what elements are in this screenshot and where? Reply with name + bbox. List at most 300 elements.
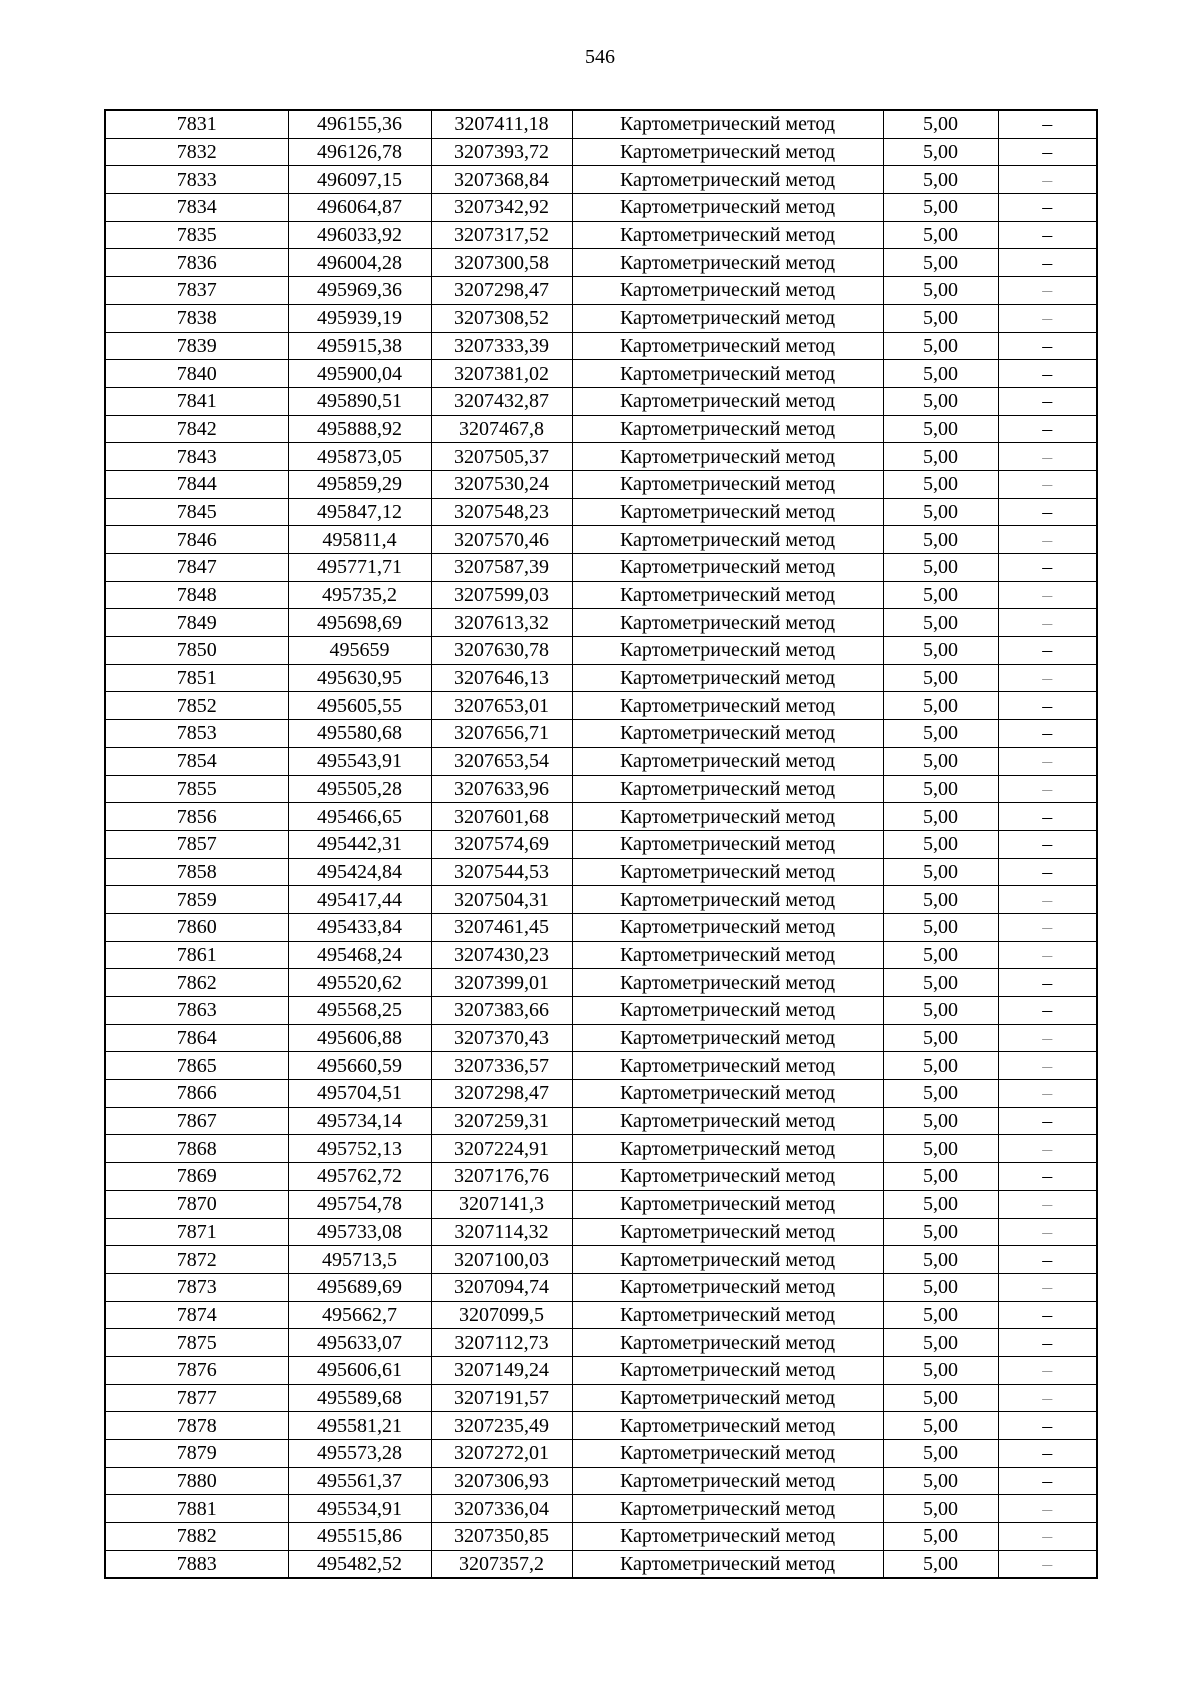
description-cell: –: [998, 166, 1097, 194]
method-cell: Картометрический метод: [572, 1273, 883, 1301]
y-coordinate-cell: 3207370,43: [431, 1024, 572, 1052]
x-coordinate-cell: 495888,92: [288, 415, 431, 443]
accuracy-cell: 5,00: [883, 1412, 998, 1440]
description-cell: –: [998, 138, 1097, 166]
method-cell: Картометрический метод: [572, 415, 883, 443]
y-coordinate-cell: 3207342,92: [431, 194, 572, 222]
method-cell: Картометрический метод: [572, 941, 883, 969]
description-cell: –: [998, 1550, 1097, 1578]
description-cell: –: [998, 913, 1097, 941]
description-cell: –: [998, 498, 1097, 526]
x-coordinate-cell: 495573,28: [288, 1440, 431, 1468]
method-cell: Картометрический метод: [572, 609, 883, 637]
x-coordinate-cell: 495659: [288, 637, 431, 665]
x-coordinate-cell: 495561,37: [288, 1467, 431, 1495]
x-coordinate-cell: 495689,69: [288, 1273, 431, 1301]
accuracy-cell: 5,00: [883, 1246, 998, 1274]
description-cell: –: [998, 1495, 1097, 1523]
description-cell: –: [998, 554, 1097, 582]
x-coordinate-cell: 495859,29: [288, 470, 431, 498]
accuracy-cell: 5,00: [883, 1301, 998, 1329]
point-number-cell: 7855: [105, 775, 288, 803]
point-number-cell: 7850: [105, 637, 288, 665]
y-coordinate-cell: 3207646,13: [431, 664, 572, 692]
point-number-cell: 7870: [105, 1190, 288, 1218]
description-cell: –: [998, 637, 1097, 665]
accuracy-cell: 5,00: [883, 830, 998, 858]
y-coordinate-cell: 3207191,57: [431, 1384, 572, 1412]
accuracy-cell: 5,00: [883, 526, 998, 554]
table-row: [105, 138, 1097, 166]
accuracy-cell: 5,00: [883, 249, 998, 277]
x-coordinate-cell: 495520,62: [288, 969, 431, 997]
method-cell: Картометрический метод: [572, 1523, 883, 1551]
description-cell: –: [998, 886, 1097, 914]
accuracy-cell: 5,00: [883, 692, 998, 720]
method-cell: Картометрический метод: [572, 1356, 883, 1384]
table-row: [105, 1467, 1097, 1495]
point-number-cell: 7853: [105, 720, 288, 748]
method-cell: Картометрический метод: [572, 1467, 883, 1495]
accuracy-cell: 5,00: [883, 221, 998, 249]
x-coordinate-cell: 495847,12: [288, 498, 431, 526]
accuracy-cell: 5,00: [883, 1218, 998, 1246]
table-row: [105, 1218, 1097, 1246]
x-coordinate-cell: 495698,69: [288, 609, 431, 637]
point-number-cell: 7839: [105, 332, 288, 360]
point-number-cell: 7840: [105, 360, 288, 388]
y-coordinate-cell: 3207350,85: [431, 1523, 572, 1551]
method-cell: Картометрический метод: [572, 1107, 883, 1135]
method-cell: Картометрический метод: [572, 1190, 883, 1218]
method-cell: Картометрический метод: [572, 554, 883, 582]
point-number-cell: 7869: [105, 1163, 288, 1191]
description-cell: –: [998, 720, 1097, 748]
table-row: [105, 803, 1097, 831]
table-row: [105, 526, 1097, 554]
y-coordinate-cell: 3207298,47: [431, 1080, 572, 1108]
method-cell: Картометрический метод: [572, 1301, 883, 1329]
table-row: [105, 1301, 1097, 1329]
accuracy-cell: 5,00: [883, 609, 998, 637]
point-number-cell: 7845: [105, 498, 288, 526]
accuracy-cell: 5,00: [883, 1384, 998, 1412]
description-cell: –: [998, 1273, 1097, 1301]
y-coordinate-cell: 3207461,45: [431, 913, 572, 941]
y-coordinate-cell: 3207368,84: [431, 166, 572, 194]
table-row: [105, 249, 1097, 277]
table-row: [105, 1495, 1097, 1523]
y-coordinate-cell: 3207633,96: [431, 775, 572, 803]
accuracy-cell: 5,00: [883, 332, 998, 360]
method-cell: Картометрический метод: [572, 498, 883, 526]
y-coordinate-cell: 3207333,39: [431, 332, 572, 360]
accuracy-cell: 5,00: [883, 1467, 998, 1495]
method-cell: Картометрический метод: [572, 747, 883, 775]
accuracy-cell: 5,00: [883, 1329, 998, 1357]
description-cell: –: [998, 360, 1097, 388]
description-cell: –: [998, 1384, 1097, 1412]
table-row: [105, 1190, 1097, 1218]
description-cell: –: [998, 1080, 1097, 1108]
table-row: [105, 360, 1097, 388]
table-row: [105, 1024, 1097, 1052]
table-row: [105, 747, 1097, 775]
description-cell: –: [998, 277, 1097, 305]
x-coordinate-cell: 495939,19: [288, 304, 431, 332]
point-number-cell: 7875: [105, 1329, 288, 1357]
method-cell: Картометрический метод: [572, 1024, 883, 1052]
method-cell: Картометрический метод: [572, 858, 883, 886]
y-coordinate-cell: 3207272,01: [431, 1440, 572, 1468]
method-cell: Картометрический метод: [572, 803, 883, 831]
method-cell: Картометрический метод: [572, 1080, 883, 1108]
x-coordinate-cell: 495969,36: [288, 277, 431, 305]
point-number-cell: 7864: [105, 1024, 288, 1052]
point-number-cell: 7874: [105, 1301, 288, 1329]
method-cell: Картометрический метод: [572, 443, 883, 471]
y-coordinate-cell: 3207100,03: [431, 1246, 572, 1274]
accuracy-cell: 5,00: [883, 1273, 998, 1301]
table-row: [105, 277, 1097, 305]
table-row: [105, 858, 1097, 886]
method-cell: Картометрический метод: [572, 720, 883, 748]
y-coordinate-cell: 3207530,24: [431, 470, 572, 498]
y-coordinate-cell: 3207601,68: [431, 803, 572, 831]
point-number-cell: 7846: [105, 526, 288, 554]
y-coordinate-cell: 3207112,73: [431, 1329, 572, 1357]
x-coordinate-cell: 495771,71: [288, 554, 431, 582]
y-coordinate-cell: 3207300,58: [431, 249, 572, 277]
x-coordinate-cell: 496126,78: [288, 138, 431, 166]
y-coordinate-cell: 3207399,01: [431, 969, 572, 997]
accuracy-cell: 5,00: [883, 470, 998, 498]
x-coordinate-cell: 495433,84: [288, 913, 431, 941]
point-number-cell: 7858: [105, 858, 288, 886]
point-number-cell: 7863: [105, 997, 288, 1025]
x-coordinate-cell: 495581,21: [288, 1412, 431, 1440]
description-cell: –: [998, 1246, 1097, 1274]
y-coordinate-cell: 3207235,49: [431, 1412, 572, 1440]
table-row: [105, 637, 1097, 665]
x-coordinate-cell: 495915,38: [288, 332, 431, 360]
y-coordinate-cell: 3207548,23: [431, 498, 572, 526]
x-coordinate-cell: 495900,04: [288, 360, 431, 388]
table-row: [105, 554, 1097, 582]
accuracy-cell: 5,00: [883, 1052, 998, 1080]
x-coordinate-cell: 495515,86: [288, 1523, 431, 1551]
point-number-cell: 7883: [105, 1550, 288, 1578]
x-coordinate-cell: 495589,68: [288, 1384, 431, 1412]
y-coordinate-cell: 3207357,2: [431, 1550, 572, 1578]
page-number: 546: [585, 46, 615, 68]
x-coordinate-cell: 496064,87: [288, 194, 431, 222]
y-coordinate-cell: 3207114,32: [431, 1218, 572, 1246]
method-cell: Картометрический метод: [572, 830, 883, 858]
table-row: [105, 221, 1097, 249]
accuracy-cell: 5,00: [883, 1356, 998, 1384]
table-row: [105, 969, 1097, 997]
x-coordinate-cell: 495466,65: [288, 803, 431, 831]
y-coordinate-cell: 3207298,47: [431, 277, 572, 305]
method-cell: Картометрический метод: [572, 360, 883, 388]
accuracy-cell: 5,00: [883, 1190, 998, 1218]
y-coordinate-cell: 3207393,72: [431, 138, 572, 166]
method-cell: Картометрический метод: [572, 194, 883, 222]
point-number-cell: 7857: [105, 830, 288, 858]
x-coordinate-cell: 495762,72: [288, 1163, 431, 1191]
accuracy-cell: 5,00: [883, 443, 998, 471]
y-coordinate-cell: 3207505,37: [431, 443, 572, 471]
description-cell: –: [998, 526, 1097, 554]
method-cell: Картометрический метод: [572, 1384, 883, 1412]
y-coordinate-cell: 3207613,32: [431, 609, 572, 637]
x-coordinate-cell: 495580,68: [288, 720, 431, 748]
table-row: [105, 581, 1097, 609]
point-number-cell: 7881: [105, 1495, 288, 1523]
x-coordinate-cell: 495606,61: [288, 1356, 431, 1384]
point-number-cell: 7842: [105, 415, 288, 443]
accuracy-cell: 5,00: [883, 277, 998, 305]
table-row: [105, 387, 1097, 415]
table-row: [105, 1052, 1097, 1080]
method-cell: Картометрический метод: [572, 1329, 883, 1357]
table-row: [105, 720, 1097, 748]
accuracy-cell: 5,00: [883, 1440, 998, 1468]
description-cell: –: [998, 1467, 1097, 1495]
method-cell: Картометрический метод: [572, 969, 883, 997]
x-coordinate-cell: 495417,44: [288, 886, 431, 914]
table-row: [105, 609, 1097, 637]
accuracy-cell: 5,00: [883, 664, 998, 692]
accuracy-cell: 5,00: [883, 1523, 998, 1551]
description-cell: –: [998, 941, 1097, 969]
description-cell: –: [998, 1356, 1097, 1384]
description-cell: –: [998, 997, 1097, 1025]
y-coordinate-cell: 3207587,39: [431, 554, 572, 582]
table-row: [105, 941, 1097, 969]
y-coordinate-cell: 3207336,04: [431, 1495, 572, 1523]
method-cell: Картометрический метод: [572, 1246, 883, 1274]
y-coordinate-cell: 3207653,54: [431, 747, 572, 775]
point-number-cell: 7856: [105, 803, 288, 831]
y-coordinate-cell: 3207411,18: [431, 110, 572, 138]
accuracy-cell: 5,00: [883, 387, 998, 415]
accuracy-cell: 5,00: [883, 941, 998, 969]
point-number-cell: 7878: [105, 1412, 288, 1440]
y-coordinate-cell: 3207383,66: [431, 997, 572, 1025]
table-row: [105, 1135, 1097, 1163]
point-number-cell: 7841: [105, 387, 288, 415]
table-row: [105, 775, 1097, 803]
table-row: [105, 1107, 1097, 1135]
y-coordinate-cell: 3207308,52: [431, 304, 572, 332]
description-cell: –: [998, 803, 1097, 831]
accuracy-cell: 5,00: [883, 360, 998, 388]
method-cell: Картометрический метод: [572, 470, 883, 498]
y-coordinate-cell: 3207544,53: [431, 858, 572, 886]
y-coordinate-cell: 3207259,31: [431, 1107, 572, 1135]
y-coordinate-cell: 3207653,01: [431, 692, 572, 720]
table-row: [105, 304, 1097, 332]
x-coordinate-cell: 495754,78: [288, 1190, 431, 1218]
x-coordinate-cell: 496097,15: [288, 166, 431, 194]
table-row: [105, 1329, 1097, 1357]
point-number-cell: 7854: [105, 747, 288, 775]
method-cell: Картометрический метод: [572, 1412, 883, 1440]
point-number-cell: 7848: [105, 581, 288, 609]
point-number-cell: 7852: [105, 692, 288, 720]
point-number-cell: 7833: [105, 166, 288, 194]
method-cell: Картометрический метод: [572, 304, 883, 332]
y-coordinate-cell: 3207381,02: [431, 360, 572, 388]
x-coordinate-cell: 496004,28: [288, 249, 431, 277]
description-cell: –: [998, 332, 1097, 360]
method-cell: Картометрический метод: [572, 526, 883, 554]
coordinates-table: [104, 109, 1098, 1579]
point-number-cell: 7865: [105, 1052, 288, 1080]
description-cell: –: [998, 747, 1097, 775]
description-cell: –: [998, 387, 1097, 415]
point-number-cell: 7835: [105, 221, 288, 249]
x-coordinate-cell: 495704,51: [288, 1080, 431, 1108]
x-coordinate-cell: 495890,51: [288, 387, 431, 415]
y-coordinate-cell: 3207099,5: [431, 1301, 572, 1329]
description-cell: –: [998, 194, 1097, 222]
accuracy-cell: 5,00: [883, 498, 998, 526]
description-cell: –: [998, 664, 1097, 692]
x-coordinate-cell: 495482,52: [288, 1550, 431, 1578]
method-cell: Картометрический метод: [572, 1440, 883, 1468]
accuracy-cell: 5,00: [883, 1024, 998, 1052]
point-number-cell: 7867: [105, 1107, 288, 1135]
method-cell: Картометрический метод: [572, 138, 883, 166]
accuracy-cell: 5,00: [883, 637, 998, 665]
method-cell: Картометрический метод: [572, 332, 883, 360]
x-coordinate-cell: 496155,36: [288, 110, 431, 138]
table-row: [105, 1163, 1097, 1191]
method-cell: Картометрический метод: [572, 249, 883, 277]
method-cell: Картометрический метод: [572, 997, 883, 1025]
method-cell: Картометрический метод: [572, 1218, 883, 1246]
y-coordinate-cell: 3207504,31: [431, 886, 572, 914]
point-number-cell: 7871: [105, 1218, 288, 1246]
x-coordinate-cell: 495873,05: [288, 443, 431, 471]
x-coordinate-cell: 495568,25: [288, 997, 431, 1025]
y-coordinate-cell: 3207430,23: [431, 941, 572, 969]
description-cell: –: [998, 1052, 1097, 1080]
point-number-cell: 7879: [105, 1440, 288, 1468]
y-coordinate-cell: 3207336,57: [431, 1052, 572, 1080]
description-cell: –: [998, 858, 1097, 886]
point-number-cell: 7849: [105, 609, 288, 637]
table-row: [105, 886, 1097, 914]
x-coordinate-cell: 495660,59: [288, 1052, 431, 1080]
point-number-cell: 7877: [105, 1384, 288, 1412]
point-number-cell: 7859: [105, 886, 288, 914]
y-coordinate-cell: 3207432,87: [431, 387, 572, 415]
description-cell: –: [998, 470, 1097, 498]
y-coordinate-cell: 3207574,69: [431, 830, 572, 858]
description-cell: –: [998, 1163, 1097, 1191]
x-coordinate-cell: 495424,84: [288, 858, 431, 886]
x-coordinate-cell: 495633,07: [288, 1329, 431, 1357]
point-number-cell: 7868: [105, 1135, 288, 1163]
description-cell: –: [998, 443, 1097, 471]
point-number-cell: 7834: [105, 194, 288, 222]
x-coordinate-cell: 495713,5: [288, 1246, 431, 1274]
y-coordinate-cell: 3207306,93: [431, 1467, 572, 1495]
point-number-cell: 7880: [105, 1467, 288, 1495]
x-coordinate-cell: 495468,24: [288, 941, 431, 969]
x-coordinate-cell: 495605,55: [288, 692, 431, 720]
x-coordinate-cell: 495662,7: [288, 1301, 431, 1329]
accuracy-cell: 5,00: [883, 969, 998, 997]
accuracy-cell: 5,00: [883, 886, 998, 914]
accuracy-cell: 5,00: [883, 1495, 998, 1523]
point-number-cell: 7873: [105, 1273, 288, 1301]
accuracy-cell: 5,00: [883, 110, 998, 138]
method-cell: Картометрический метод: [572, 1163, 883, 1191]
method-cell: Картометрический метод: [572, 166, 883, 194]
description-cell: –: [998, 1107, 1097, 1135]
method-cell: Картометрический метод: [572, 775, 883, 803]
description-cell: –: [998, 609, 1097, 637]
method-cell: Картометрический метод: [572, 637, 883, 665]
description-cell: –: [998, 110, 1097, 138]
description-cell: –: [998, 775, 1097, 803]
table-row: [105, 1080, 1097, 1108]
point-number-cell: 7851: [105, 664, 288, 692]
table-row: [105, 913, 1097, 941]
accuracy-cell: 5,00: [883, 138, 998, 166]
point-number-cell: 7847: [105, 554, 288, 582]
x-coordinate-cell: 495543,91: [288, 747, 431, 775]
x-coordinate-cell: 496033,92: [288, 221, 431, 249]
point-number-cell: 7843: [105, 443, 288, 471]
method-cell: Картометрический метод: [572, 1052, 883, 1080]
method-cell: Картометрический метод: [572, 1135, 883, 1163]
x-coordinate-cell: 495505,28: [288, 775, 431, 803]
y-coordinate-cell: 3207656,71: [431, 720, 572, 748]
method-cell: Картометрический метод: [572, 110, 883, 138]
description-cell: –: [998, 221, 1097, 249]
point-number-cell: 7832: [105, 138, 288, 166]
description-cell: –: [998, 830, 1097, 858]
x-coordinate-cell: 495606,88: [288, 1024, 431, 1052]
method-cell: Картометрический метод: [572, 913, 883, 941]
y-coordinate-cell: 3207570,46: [431, 526, 572, 554]
x-coordinate-cell: 495735,2: [288, 581, 431, 609]
y-coordinate-cell: 3207224,91: [431, 1135, 572, 1163]
description-cell: –: [998, 1024, 1097, 1052]
description-cell: –: [998, 1218, 1097, 1246]
description-cell: –: [998, 304, 1097, 332]
method-cell: Картометрический метод: [572, 692, 883, 720]
description-cell: –: [998, 692, 1097, 720]
table-row: [105, 1550, 1097, 1578]
point-number-cell: 7882: [105, 1523, 288, 1551]
table-row: [105, 692, 1097, 720]
accuracy-cell: 5,00: [883, 1135, 998, 1163]
point-number-cell: 7844: [105, 470, 288, 498]
method-cell: Картометрический метод: [572, 886, 883, 914]
accuracy-cell: 5,00: [883, 415, 998, 443]
y-coordinate-cell: 3207467,8: [431, 415, 572, 443]
table-row: [105, 1384, 1097, 1412]
y-coordinate-cell: 3207176,76: [431, 1163, 572, 1191]
method-cell: Картометрический метод: [572, 1550, 883, 1578]
